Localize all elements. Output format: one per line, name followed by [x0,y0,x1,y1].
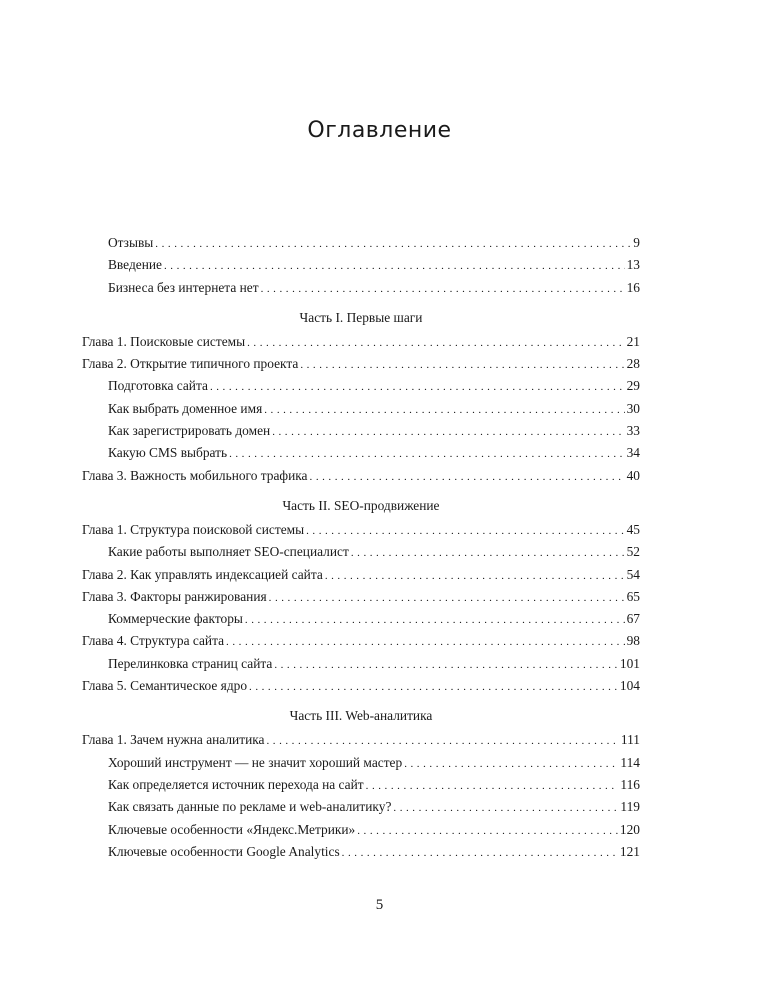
toc-entry-page: 40 [626,467,640,483]
toc-entry-label: Как выбрать доменное имя [108,400,263,416]
toc-entry-page: 98 [626,633,640,649]
toc-entry-page: 16 [626,279,640,295]
toc-entry[interactable] [82,774,640,796]
part-heading: Часть II. SEO-продвижение [282,497,440,513]
toc-entry-label: Глава 3. Факторы ранжирования [82,588,267,604]
dot-leader [306,524,625,537]
page-number: 5 [375,897,384,913]
toc-entry[interactable] [82,277,640,299]
toc-entry[interactable] [82,254,640,276]
toc-entry[interactable] [82,420,640,442]
toc-entry-page: 34 [626,445,640,461]
toc-entry[interactable] [82,564,640,586]
toc-entry-label: Коммерческие факторы [108,611,243,627]
toc-entry-label: Бизнеса без интернета нет [108,279,259,295]
toc-entry-page: 45 [626,521,640,537]
dot-leader [226,635,625,648]
dot-leader [164,259,625,272]
toc-entry-page: 54 [626,566,640,582]
toc-entry[interactable] [82,653,640,675]
toc-entry-label: Перелинковка страниц сайта [108,655,273,671]
dot-leader [310,470,625,483]
toc-entry-label: Ключевые особенности Google Analytics [108,843,340,859]
toc-entry[interactable] [82,796,640,818]
toc-entry-page: 111 [620,732,640,748]
toc-entry[interactable] [82,841,640,863]
toc-entry-page: 29 [626,378,640,394]
toc-entry-page: 28 [626,356,640,372]
dot-leader [404,757,618,770]
toc-entry-page: 13 [626,257,640,273]
dot-leader [393,801,618,814]
dot-leader [300,358,624,371]
toc-entry-label: Глава 2. Как управлять индексацией сайта [82,566,323,582]
toc-entry-page: 119 [620,799,640,815]
dot-leader [155,237,631,250]
dot-leader [247,336,624,349]
toc-entry-page: 104 [619,678,640,694]
toc-entry-page: 65 [626,588,640,604]
dot-leader [264,403,624,416]
dot-leader [210,380,625,393]
toc-entry-page: 67 [626,611,640,627]
toc-entry-label: Отзывы [108,235,154,250]
toc-entry-label: Глава 2. Открытие типичного проекта [82,356,299,372]
part-heading: Часть III. Web-аналитика [289,708,433,724]
toc-entry[interactable] [82,630,640,652]
toc-entry-label: Какие работы выполняет SEO-специалист [108,544,349,560]
toc-entry-page: 121 [619,843,640,859]
toc-entry-page: 33 [626,423,640,439]
toc-entry[interactable] [82,586,640,608]
dot-leader [266,734,618,747]
toc-entry-label: Введение [108,257,162,273]
toc-entry-page: 116 [620,776,640,792]
dot-leader [245,613,625,626]
toc-entry-label: Глава 4. Структура сайта [82,633,225,649]
dot-leader [261,282,625,295]
toc-entry-page: 30 [626,400,640,416]
dot-leader [274,658,618,671]
toc-entry[interactable] [82,465,640,487]
dot-leader [325,569,625,582]
toc-entry[interactable] [82,353,640,375]
dot-leader [351,546,625,559]
toc-entry[interactable] [82,541,640,563]
toc-entry[interactable] [82,675,640,697]
toc-entry-label: Хороший инструмент — не значит хороший мастер [108,754,403,770]
dot-leader [366,779,619,792]
toc-entry-page: 52 [626,544,640,560]
toc-entry[interactable] [82,819,640,841]
toc-entry-label: Глава 3. Важность мобильного трафика [82,467,308,483]
toc-entry-label: Глава 5. Семантическое ядро [82,678,248,694]
dot-leader [229,447,625,460]
dot-leader [269,591,625,604]
toc-entry[interactable] [82,752,640,774]
toc-entry-label: Подготовка сайта [108,378,208,394]
toc-entry[interactable] [82,729,640,751]
page-title: Оглавление [307,118,452,143]
toc-entry-page: 9 [633,235,640,250]
toc-entry[interactable] [82,375,640,397]
toc-entry-page: 101 [619,655,640,671]
toc-entry-page: 120 [619,821,640,837]
toc-entry[interactable] [82,519,640,541]
toc-entry-label: Глава 1. Структура поисковой системы [82,521,305,537]
toc-entry-label: Глава 1. Зачем нужна аналитика [82,732,265,748]
toc-entry-label: Как определяется источник перехода на сайт [108,776,364,792]
toc-entry[interactable] [82,442,640,464]
toc-entry[interactable] [82,232,640,254]
dot-leader [249,680,618,693]
toc-entry-label: Ключевые особенности «Яндекс.Метрики» [108,821,356,837]
toc-entry-page: 21 [626,333,640,349]
table-of-contents [82,232,640,863]
dot-leader [357,824,618,837]
toc-entry[interactable] [82,608,640,630]
toc-entry[interactable] [82,331,640,353]
toc-entry-page: 114 [620,754,640,770]
dot-leader [272,425,624,438]
toc-entry-label: Как связать данные по рекламе и web-аналитику? [108,799,392,815]
toc-entry-label: Какую CMS выбрать [108,445,228,461]
toc-entry[interactable] [82,398,640,420]
toc-entry-label: Глава 1. Поисковые системы [82,333,246,349]
dot-leader [342,846,618,859]
part-heading: Часть I. Первые шаги [299,309,423,325]
toc-entry-label: Как зарегистрировать домен [108,423,271,439]
